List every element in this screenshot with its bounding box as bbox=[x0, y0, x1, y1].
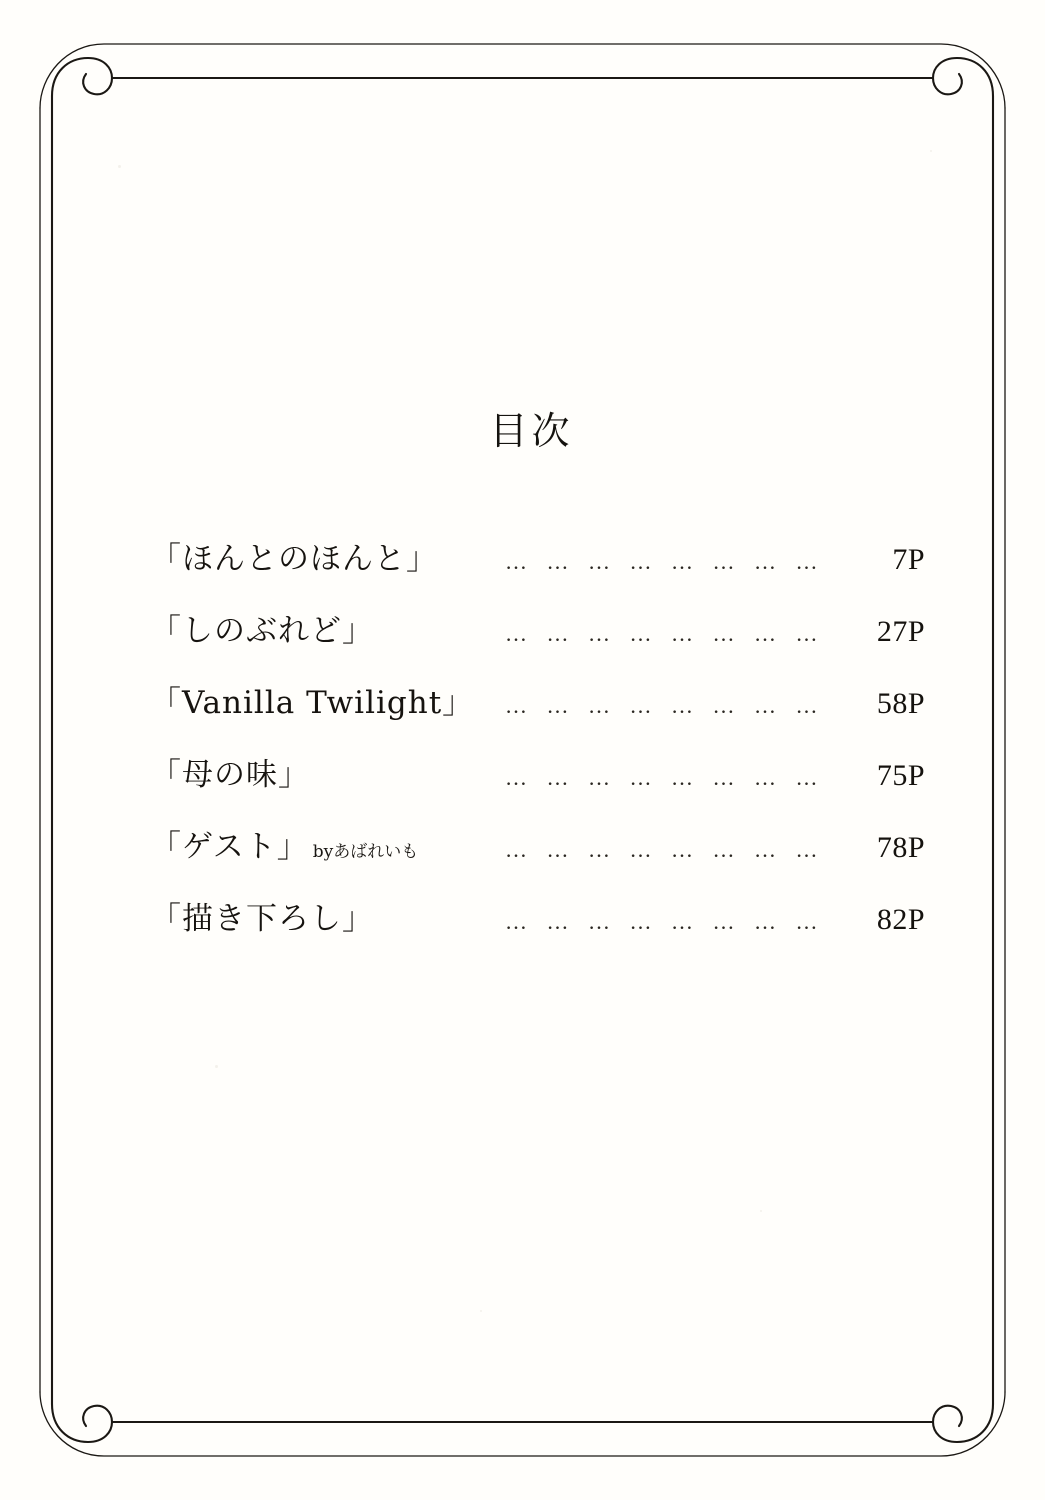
toc-entry-page: 58P bbox=[876, 687, 925, 720]
paper-speck bbox=[118, 165, 121, 168]
paper-speck bbox=[215, 1065, 218, 1068]
toc-entry-page: 7P bbox=[892, 543, 925, 576]
toc-entry-label: 「ゲスト」 bbox=[150, 829, 309, 865]
toc-leader-dots: … … … … … … … … bbox=[505, 768, 825, 788]
toc-entry bbox=[0, 821, 1045, 893]
toc-entry-label: 「しのぶれど」 bbox=[150, 613, 374, 649]
toc-leader-dots: … … … … … … … … bbox=[505, 624, 825, 644]
toc-entry-label-group bbox=[150, 821, 505, 866]
toc-entry bbox=[0, 893, 1045, 965]
toc-entry bbox=[0, 749, 1045, 821]
table-of-contents bbox=[0, 400, 1045, 965]
toc-entry bbox=[0, 605, 1045, 677]
toc-entry-byline: byあばれいも bbox=[312, 842, 419, 862]
toc-entry-label: 「母の味」 bbox=[150, 757, 310, 793]
toc-leader-dots: … … … … … … … … bbox=[505, 552, 825, 572]
page-title: 目次 bbox=[489, 409, 574, 453]
toc-entry-label: 「描き下ろし」 bbox=[150, 901, 374, 937]
toc-entry-label: 「ほんとのほんと」 bbox=[150, 541, 438, 577]
toc-entry bbox=[0, 677, 1045, 749]
toc-entry-page: 78P bbox=[876, 831, 925, 864]
toc-leader-dots: … … … … … … … … bbox=[505, 696, 825, 716]
paper-speck bbox=[930, 150, 932, 152]
paper-speck bbox=[480, 1310, 482, 1312]
toc-leader-dots: … … … … … … … … bbox=[505, 912, 825, 932]
toc-leader-dots: … … … … … … … … bbox=[505, 840, 825, 860]
toc-list bbox=[0, 533, 1045, 965]
toc-entry-page: 27P bbox=[876, 615, 925, 648]
toc-entry-page: 75P bbox=[876, 759, 925, 792]
paper-speck bbox=[760, 1210, 762, 1212]
toc-entry-page: 82P bbox=[876, 903, 925, 936]
toc-entry-label: 「Vanilla Twilight」 bbox=[150, 685, 475, 721]
toc-entry bbox=[0, 533, 1045, 605]
